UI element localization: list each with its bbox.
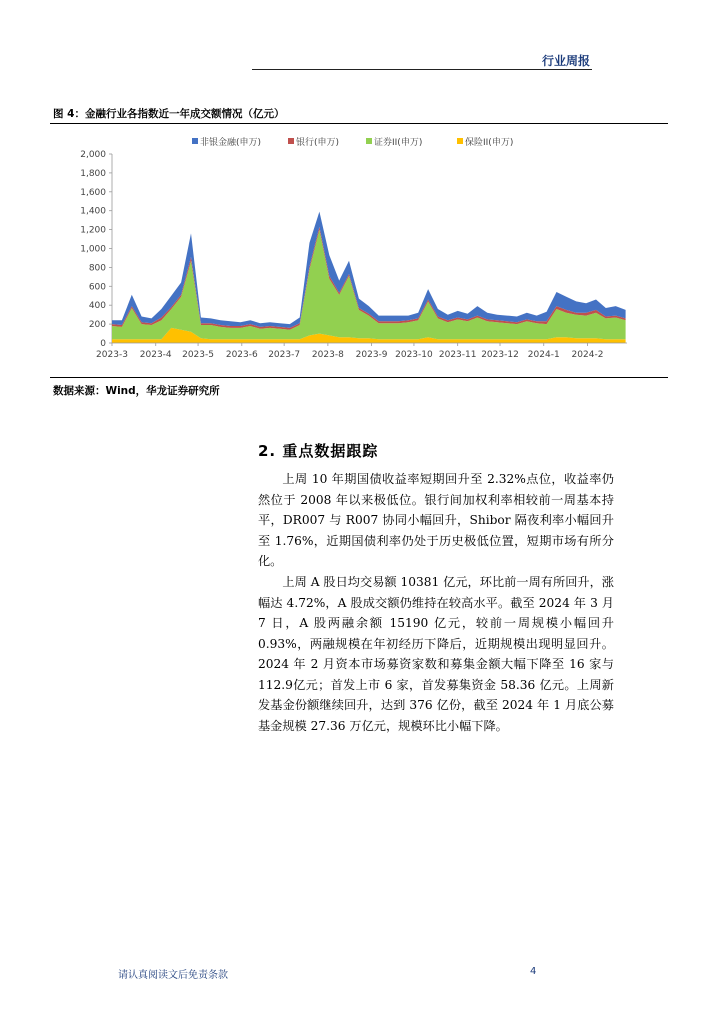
data-source-note: 数据来源：Wind，华龙证券研究所 — [53, 385, 220, 397]
report-type-header: 行业周报 — [542, 54, 591, 68]
y-tick-label: 0 — [100, 339, 106, 349]
y-tick-label: 1,800 — [80, 168, 106, 179]
chart-legend — [192, 136, 513, 148]
paragraph-rates: 上周 10 年期国债收益率短期回升至 2.32%点位，收益率仍然位于 2008 年以来极低位。银行间加权利率相较前一周基本持平，DR007 与 R007 协同小幅回升，Shibor 隔夜利率小幅回升至 1.76%，近期国债利率仍处于历史极低位置，短期市场有所分化。 — [258, 472, 614, 568]
y-tick-label: 1,200 — [80, 225, 106, 236]
y-tick-label: 1,000 — [80, 244, 106, 255]
header-rule — [252, 69, 592, 70]
x-tick-label: 2023-11 — [438, 350, 477, 360]
x-axis — [96, 343, 627, 360]
legend-item — [192, 136, 261, 148]
legend-label: 证券II(申万) — [374, 138, 423, 148]
y-tick-label: 200 — [88, 320, 106, 331]
y-tick-label: 400 — [88, 301, 106, 312]
figure-top-rule — [50, 123, 668, 124]
x-tick-label: 2024-1 — [527, 350, 560, 360]
x-tick-label: 2023-6 — [225, 350, 258, 360]
legend-swatch — [288, 138, 294, 144]
legend-item — [288, 136, 339, 148]
y-axis — [80, 150, 112, 349]
x-tick-label: 2023-4 — [139, 350, 172, 360]
legend-item — [366, 136, 422, 148]
page-number: 4 — [530, 966, 537, 977]
plot-area — [112, 212, 626, 343]
figure-caption: 图 4：金融行业各指数近一年成交额情况（亿元） — [53, 108, 285, 120]
turnover-area-chart — [50, 128, 668, 373]
section-title: 2. 重点数据跟踪 — [258, 442, 379, 460]
x-tick-label: 2024-2 — [571, 350, 604, 360]
x-tick-label: 2023-5 — [182, 350, 215, 360]
x-tick-label: 2023-7 — [268, 350, 301, 360]
figure-bottom-rule — [50, 377, 668, 378]
legend-label: 银行(申万) — [296, 138, 340, 148]
y-tick-label: 1,400 — [80, 206, 106, 217]
legend-label: 非银金融(申万) — [200, 138, 262, 148]
x-tick-label: 2023-12 — [481, 350, 519, 360]
y-tick-label: 2,000 — [80, 150, 106, 160]
x-tick-label: 2023-3 — [96, 350, 128, 360]
legend-item — [457, 136, 513, 148]
y-tick-label: 800 — [88, 263, 106, 274]
x-tick-label: 2023-8 — [311, 350, 344, 360]
disclaimer-note: 请认真阅读文后免责条款 — [118, 970, 228, 981]
legend-swatch — [192, 138, 198, 144]
y-tick-label: 600 — [88, 282, 106, 293]
legend-swatch — [366, 138, 372, 144]
legend-label: 保险II(申万) — [465, 138, 514, 148]
x-tick-label: 2023-10 — [395, 350, 433, 360]
x-tick-label: 2023-9 — [355, 350, 388, 360]
y-tick-label: 1,600 — [80, 187, 106, 198]
paragraph-market: 上周 A 股日均交易额 10381 亿元，环比前一周有所回升，涨幅达 4.72%，A 股成交额仍维持在较高水平。截至 2024 年 3 月 7 日，A 股两融余额 15190 亿元，较前一周规模小幅回升 0.93%，两融规模在年初经历下降后，近期规模出现明显回升。2024 年 2 月资本市场募资家数和募集金额大幅下降至 16 家与 112.9亿元；首发上市 6 家，首发募集资金 58.36 亿元。上周新发基金份额继续回升，达到 376 亿份，截至 2024 年 1 月底公募基金规模 27.36 万亿元，规模环比小幅下降。 — [258, 575, 614, 733]
legend-swatch — [457, 138, 463, 144]
